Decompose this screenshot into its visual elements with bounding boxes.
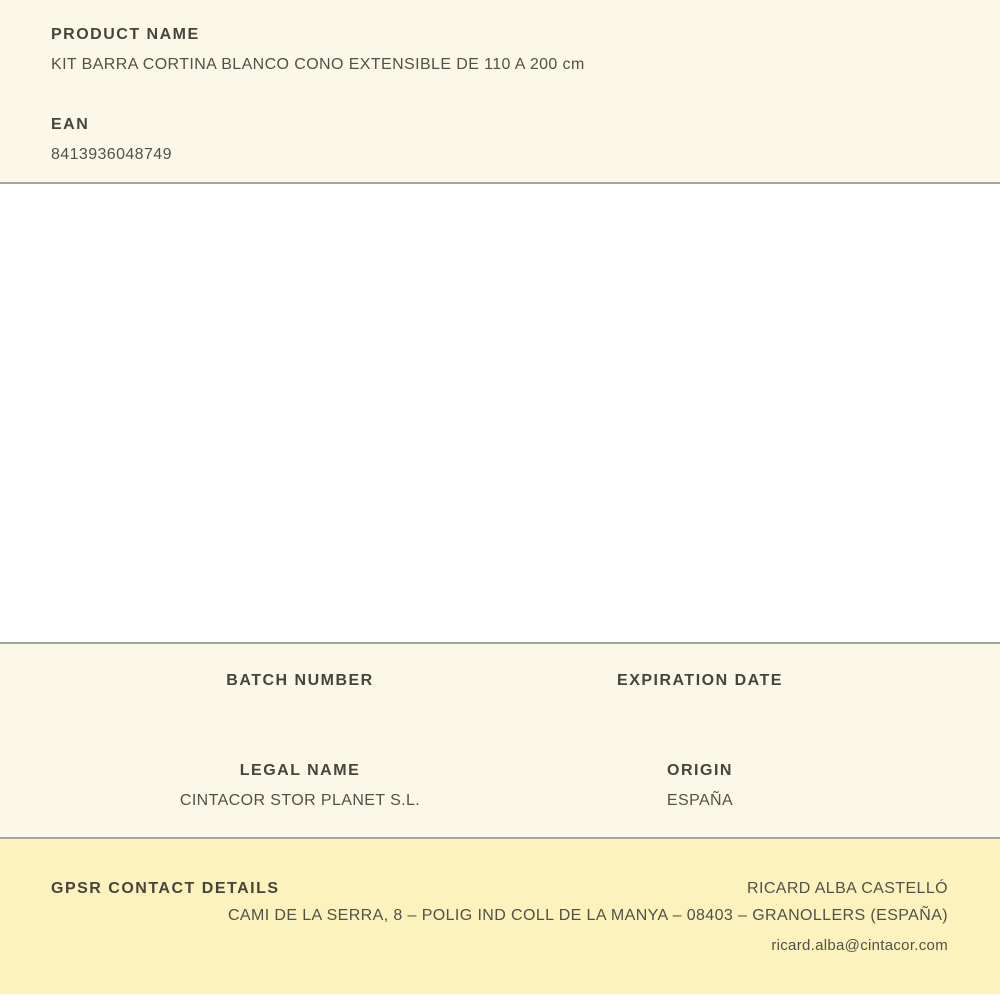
expiration-date-value <box>500 702 900 720</box>
legal-name-field <box>100 762 500 810</box>
batch-number-value <box>100 702 500 720</box>
origin-field <box>500 762 900 810</box>
origin-value: ESPAÑA <box>666 792 734 809</box>
gpsr-header-row <box>51 880 948 898</box>
gpsr-contact-section <box>0 837 1000 994</box>
legal-name-value: CINTACOR STOR PLANET S.L. <box>179 792 421 809</box>
legal-name-label: LEGAL NAME <box>239 762 361 779</box>
product-name-label: PRODUCT NAME <box>51 26 200 43</box>
product-name-field <box>51 26 949 74</box>
batch-number-label: BATCH NUMBER <box>226 672 374 689</box>
product-section <box>0 0 1000 184</box>
ean-field <box>51 116 949 164</box>
origin-label: ORIGIN <box>667 762 733 779</box>
blank-area <box>0 184 1000 642</box>
gpsr-contact-address: CAMI DE LA SERRA, 8 – POLIG IND COLL DE LA MANYA – 08403 – GRANOLLERS (ESPAÑA) <box>227 907 948 924</box>
expiration-date-field <box>500 672 900 720</box>
ean-value: 8413936048749 <box>51 146 172 163</box>
traceability-grid <box>100 672 900 810</box>
ean-label: EAN <box>51 116 90 133</box>
product-name-value: KIT BARRA CORTINA BLANCO CONO EXTENSIBLE DE 110 A 200 cm <box>51 56 585 73</box>
batch-number-field <box>100 672 500 720</box>
gpsr-contact-details-label: GPSR CONTACT DETAILS <box>51 880 280 897</box>
gpsr-contact-email: ricard.alba@cintacor.com <box>771 937 948 954</box>
traceability-section <box>0 642 1000 837</box>
gpsr-contact-name: RICARD ALBA CASTELLÓ <box>747 880 948 897</box>
expiration-date-label: EXPIRATION DATE <box>617 672 783 689</box>
